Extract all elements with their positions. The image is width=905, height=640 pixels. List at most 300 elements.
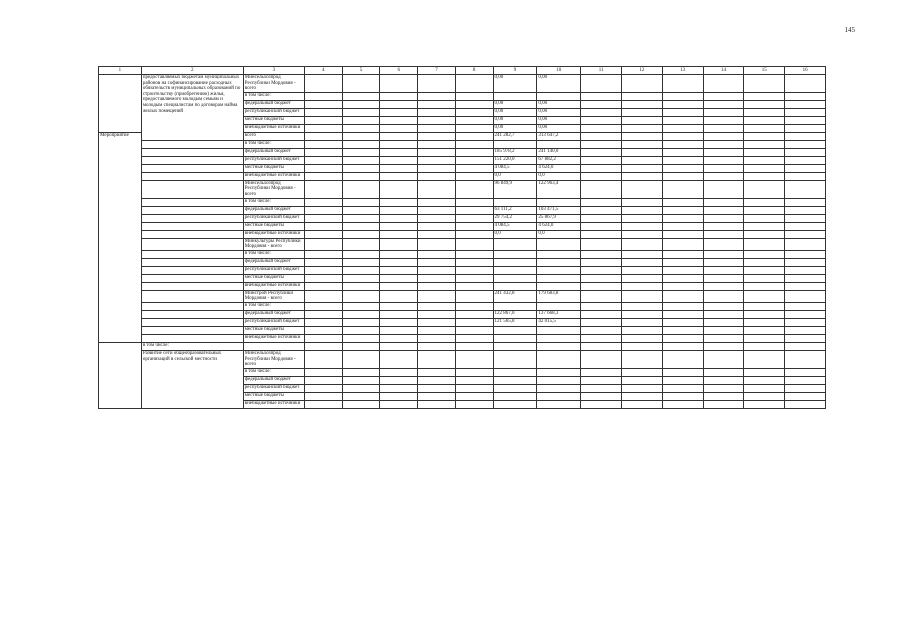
value-cell: [455, 180, 493, 198]
value-cell: [662, 376, 703, 384]
value-cell: [418, 310, 456, 318]
value-cell: [622, 384, 663, 392]
description-cell: [141, 334, 243, 342]
value-cell: [703, 350, 744, 368]
value-cell: [744, 318, 785, 326]
value-cell: [662, 290, 703, 302]
description-cell: [141, 238, 243, 250]
source-cell: Минстрой Республики Мордовия - всего: [243, 290, 304, 302]
value-cell: [418, 132, 456, 140]
value-cell: [785, 290, 826, 302]
value-cell: [703, 92, 744, 100]
table-row: [99, 222, 826, 230]
value-cell: [662, 124, 703, 132]
value-cell-2020: [537, 238, 581, 250]
description-cell: [141, 274, 243, 282]
value-cell: [455, 132, 493, 140]
value-cell: [581, 302, 622, 310]
value-cell: [785, 198, 826, 206]
value-cell: [744, 198, 785, 206]
header-cell: 8: [455, 67, 493, 75]
value-cell: [342, 318, 380, 326]
value-cell-2019: [493, 266, 537, 274]
value-cell: [662, 266, 703, 274]
value-cell: [342, 164, 380, 172]
table-row: [99, 266, 826, 274]
value-cell: [703, 222, 744, 230]
value-cell: [785, 116, 826, 124]
value-cell: [785, 148, 826, 156]
value-cell: [581, 164, 622, 172]
value-cell: [744, 140, 785, 148]
value-cell: [703, 334, 744, 342]
value-cell: [380, 132, 418, 140]
value-cell: [455, 222, 493, 230]
value-cell: [304, 258, 342, 266]
table-row: [99, 198, 826, 206]
value-cell: [342, 148, 380, 156]
value-cell: [455, 282, 493, 290]
value-cell: [342, 75, 380, 93]
value-cell: [342, 108, 380, 116]
value-cell: [744, 266, 785, 274]
value-cell-2019: [493, 258, 537, 266]
value-cell: [455, 92, 493, 100]
value-cell: [622, 266, 663, 274]
value-cell: [622, 100, 663, 108]
value-cell: [622, 274, 663, 282]
value-cell: [622, 116, 663, 124]
value-cell: [622, 282, 663, 290]
value-cell: [455, 368, 493, 376]
value-cell: [662, 230, 703, 238]
value-cell: [418, 156, 456, 164]
value-cell: [662, 116, 703, 124]
value-cell: [380, 302, 418, 310]
value-cell: [622, 290, 663, 302]
value-cell: [380, 400, 418, 408]
value-cell: [342, 400, 380, 408]
value-cell: [581, 266, 622, 274]
value-cell: [744, 342, 785, 350]
value-cell: [744, 156, 785, 164]
value-cell: [703, 326, 744, 334]
description-cell: [141, 140, 243, 148]
value-cell: [622, 198, 663, 206]
value-cell: [785, 238, 826, 250]
value-cell-2020: [537, 92, 581, 100]
value-cell: [581, 92, 622, 100]
value-cell: [418, 108, 456, 116]
value-cell: [744, 376, 785, 384]
value-cell: [455, 140, 493, 148]
value-cell: [785, 250, 826, 258]
value-cell: [622, 400, 663, 408]
table-row: [99, 206, 826, 214]
value-cell: [622, 75, 663, 93]
value-cell: [380, 92, 418, 100]
value-cell: [785, 156, 826, 164]
source-cell: местные бюджеты: [243, 164, 304, 172]
value-cell: [785, 384, 826, 392]
value-cell: [622, 238, 663, 250]
value-cell: [304, 92, 342, 100]
description-cell: [141, 156, 243, 164]
value-cell-2019: 0,00: [493, 124, 537, 132]
value-cell: [418, 92, 456, 100]
value-cell-2019: 0,00: [493, 100, 537, 108]
value-cell: [662, 384, 703, 392]
value-cell: [622, 92, 663, 100]
value-cell-2019: [493, 92, 537, 100]
source-cell: республиканский бюджет: [243, 156, 304, 164]
value-cell: [744, 310, 785, 318]
value-cell: [744, 392, 785, 400]
value-cell: [455, 124, 493, 132]
source-cell: местные бюджеты: [243, 222, 304, 230]
value-cell: [744, 334, 785, 342]
value-cell: [622, 124, 663, 132]
source-cell: внебюджетные источники: [243, 334, 304, 342]
value-cell: [418, 124, 456, 132]
value-cell: [418, 342, 456, 350]
value-cell: [785, 100, 826, 108]
value-cell-2020: [537, 376, 581, 384]
value-cell-2019: 151 220,0: [493, 156, 537, 164]
value-cell: [418, 100, 456, 108]
value-cell: [455, 318, 493, 326]
value-cell: [662, 100, 703, 108]
value-cell: [304, 238, 342, 250]
value-cell: [703, 172, 744, 180]
value-cell: [342, 342, 380, 350]
value-cell: [380, 266, 418, 274]
value-cell: [342, 132, 380, 140]
value-cell: [662, 92, 703, 100]
value-cell: [342, 258, 380, 266]
value-cell: [304, 368, 342, 376]
value-cell-2019: [493, 384, 537, 392]
source-cell: в том числе:: [243, 92, 304, 100]
description-cell: [141, 318, 243, 326]
source-cell: федеральный бюджет: [243, 100, 304, 108]
value-cell-2020: 122 963,4: [537, 180, 581, 198]
value-cell: [622, 392, 663, 400]
value-cell: [744, 350, 785, 368]
value-cell: [581, 342, 622, 350]
value-cell-2020: [537, 392, 581, 400]
header-cell: 11: [581, 67, 622, 75]
value-cell: [785, 376, 826, 384]
value-cell: [455, 334, 493, 342]
value-cell-2020: 0,0: [537, 172, 581, 180]
value-cell: [418, 392, 456, 400]
value-cell: [418, 368, 456, 376]
value-cell: [418, 172, 456, 180]
table-row: [99, 164, 826, 172]
value-cell: [455, 75, 493, 93]
value-cell: [703, 368, 744, 376]
value-cell: [662, 132, 703, 140]
value-cell: [304, 376, 342, 384]
value-cell: [703, 302, 744, 310]
value-cell: [380, 250, 418, 258]
value-cell: [342, 350, 380, 368]
value-cell-2019: [493, 400, 537, 408]
value-cell: [662, 206, 703, 214]
value-cell: [418, 400, 456, 408]
description-cell: [141, 310, 243, 318]
value-cell: [703, 342, 744, 350]
value-cell-2020: [537, 384, 581, 392]
value-cell: [662, 164, 703, 172]
value-cell: [342, 266, 380, 274]
value-cell: [581, 180, 622, 198]
value-cell: [380, 75, 418, 93]
table-row: [99, 250, 826, 258]
value-cell: [581, 290, 622, 302]
value-cell-2020: 4 624,0: [537, 164, 581, 172]
value-cell: [418, 334, 456, 342]
value-cell-2019: [493, 342, 537, 350]
source-cell: федеральный бюджет: [243, 148, 304, 156]
value-cell: [418, 230, 456, 238]
value-cell: [785, 310, 826, 318]
description-cell: [141, 282, 243, 290]
value-cell: [703, 214, 744, 222]
value-cell: [304, 250, 342, 258]
table-row: [99, 302, 826, 310]
source-cell: республиканский бюджет: [243, 108, 304, 116]
description-cell: [141, 258, 243, 266]
value-cell-2020: [537, 140, 581, 148]
value-cell: [304, 140, 342, 148]
value-cell: [703, 124, 744, 132]
value-cell: [304, 156, 342, 164]
value-cell: [785, 350, 826, 368]
value-cell: [455, 310, 493, 318]
value-cell: [418, 318, 456, 326]
value-cell: [304, 75, 342, 93]
value-cell: [581, 172, 622, 180]
value-cell: [418, 274, 456, 282]
value-cell: [785, 214, 826, 222]
value-cell: [662, 140, 703, 148]
value-cell-2019: [493, 376, 537, 384]
value-cell: [342, 172, 380, 180]
value-cell: [622, 310, 663, 318]
value-cell: [455, 392, 493, 400]
value-cell: [703, 116, 744, 124]
value-cell-2020: 0,00: [537, 100, 581, 108]
value-cell: [342, 282, 380, 290]
table-row: [99, 282, 826, 290]
source-cell: Минкультуры Республики Мордовия - всего: [243, 238, 304, 250]
value-cell: [662, 250, 703, 258]
value-cell: [418, 250, 456, 258]
value-cell: [418, 282, 456, 290]
source-cell: в том числе:: [243, 198, 304, 206]
header-cell: 1: [99, 67, 142, 75]
value-cell-2019: [493, 392, 537, 400]
value-cell: [380, 326, 418, 334]
value-cell: [418, 214, 456, 222]
value-cell-2020: 67 882,2: [537, 156, 581, 164]
table-row: [99, 258, 826, 266]
value-cell: [785, 274, 826, 282]
value-cell: [785, 342, 826, 350]
value-cell-2019: [493, 282, 537, 290]
value-cell: [304, 290, 342, 302]
value-cell-2020: [537, 342, 581, 350]
value-cell: [304, 282, 342, 290]
value-cell: [455, 214, 493, 222]
value-cell: [703, 400, 744, 408]
value-cell: [418, 116, 456, 124]
value-cell: [703, 318, 744, 326]
value-cell-2020: 0,00: [537, 116, 581, 124]
value-cell: [455, 290, 493, 302]
section-label-cell: Мероприятие: [99, 132, 142, 342]
value-cell: [703, 250, 744, 258]
value-cell: [418, 326, 456, 334]
value-cell: [342, 124, 380, 132]
value-cell-2020: 241 140,0: [537, 148, 581, 156]
value-cell: [622, 180, 663, 198]
value-cell: [342, 222, 380, 230]
value-cell-2020: [537, 350, 581, 368]
value-cell: [744, 108, 785, 116]
value-cell: [380, 384, 418, 392]
value-cell: [418, 148, 456, 156]
value-cell: [304, 310, 342, 318]
header-cell: 10: [537, 67, 581, 75]
source-cell: местные бюджеты: [243, 392, 304, 400]
source-cell: внебюджетные источники: [243, 400, 304, 408]
value-cell: [380, 350, 418, 368]
value-cell-2019: 122 867,0: [493, 310, 537, 318]
description-cell: [141, 266, 243, 274]
value-cell: [455, 274, 493, 282]
value-cell: [662, 318, 703, 326]
value-cell: [342, 368, 380, 376]
value-cell: [703, 310, 744, 318]
value-cell: [662, 310, 703, 318]
value-cell: [622, 350, 663, 368]
value-cell: [581, 140, 622, 148]
value-cell-2019: [493, 238, 537, 250]
value-cell: [418, 164, 456, 172]
value-cell: [418, 140, 456, 148]
value-cell: [304, 266, 342, 274]
value-cell: [342, 180, 380, 198]
value-cell: [455, 172, 493, 180]
value-cell-2019: [493, 334, 537, 342]
source-cell: Минсельхозпрод Республики Мордовия - всего: [243, 350, 304, 368]
value-cell: [304, 222, 342, 230]
value-cell-2019: [493, 368, 537, 376]
value-cell: [342, 92, 380, 100]
value-cell: [662, 108, 703, 116]
value-cell: [622, 230, 663, 238]
value-cell: [455, 400, 493, 408]
value-cell: [662, 350, 703, 368]
value-cell: [744, 92, 785, 100]
value-cell: [455, 384, 493, 392]
value-cell: [622, 206, 663, 214]
value-cell: [581, 250, 622, 258]
value-cell-2020: [537, 258, 581, 266]
value-cell: [744, 75, 785, 93]
value-cell: [703, 140, 744, 148]
value-cell: [703, 198, 744, 206]
value-cell: [744, 282, 785, 290]
value-cell: [455, 258, 493, 266]
header-cell: 14: [703, 67, 744, 75]
value-cell: [622, 258, 663, 266]
value-cell: [622, 326, 663, 334]
header-cell: 15: [744, 67, 785, 75]
value-cell-2019: 121 565,8: [493, 318, 537, 326]
description-cell: [141, 198, 243, 206]
value-cell: [785, 400, 826, 408]
value-cell: [455, 198, 493, 206]
table-row: [99, 238, 826, 250]
value-cell: [744, 274, 785, 282]
value-cell: [703, 258, 744, 266]
value-cell: [342, 274, 380, 282]
value-cell: [380, 274, 418, 282]
value-cell: [418, 258, 456, 266]
value-cell: [703, 230, 744, 238]
value-cell: [662, 156, 703, 164]
value-cell: [622, 148, 663, 156]
value-cell-2020: 4 624,0: [537, 222, 581, 230]
source-cell: федеральный бюджет: [243, 310, 304, 318]
header-cell: 7: [418, 67, 456, 75]
value-cell: [622, 172, 663, 180]
value-cell: [418, 266, 456, 274]
value-cell-2020: 25 867,9: [537, 214, 581, 222]
value-cell: [785, 326, 826, 334]
source-cell: местные бюджеты: [243, 116, 304, 124]
value-cell: [581, 108, 622, 116]
source-cell: республиканский бюджет: [243, 266, 304, 274]
value-cell: [662, 302, 703, 310]
value-cell: [703, 164, 744, 172]
value-cell: [581, 310, 622, 318]
value-cell: [744, 148, 785, 156]
value-cell: [418, 75, 456, 93]
value-cell-2019: [493, 140, 537, 148]
source-cell: внебюджетные источники: [243, 172, 304, 180]
table-row: [99, 148, 826, 156]
value-cell: [703, 148, 744, 156]
description-cell: предоставляемых бюджетам муниципальных районов на софинансирование расходных обязательств муниципальных образований по строительству (приобретению) жилья, предоставляемого молодым семьям и молодым специалистам по договорам найма жилых помещений: [141, 75, 243, 141]
source-cell: в том числе:: [243, 250, 304, 258]
table-row: [99, 180, 826, 198]
value-cell: [455, 326, 493, 334]
value-cell-2019: [493, 198, 537, 206]
value-cell: [662, 148, 703, 156]
source-cell: федеральный бюджет: [243, 258, 304, 266]
value-cell: [744, 132, 785, 140]
table-row: [99, 318, 826, 326]
value-cell: [785, 368, 826, 376]
value-cell-2019: 4 084,5: [493, 164, 537, 172]
value-cell: [418, 238, 456, 250]
value-cell: [304, 318, 342, 326]
